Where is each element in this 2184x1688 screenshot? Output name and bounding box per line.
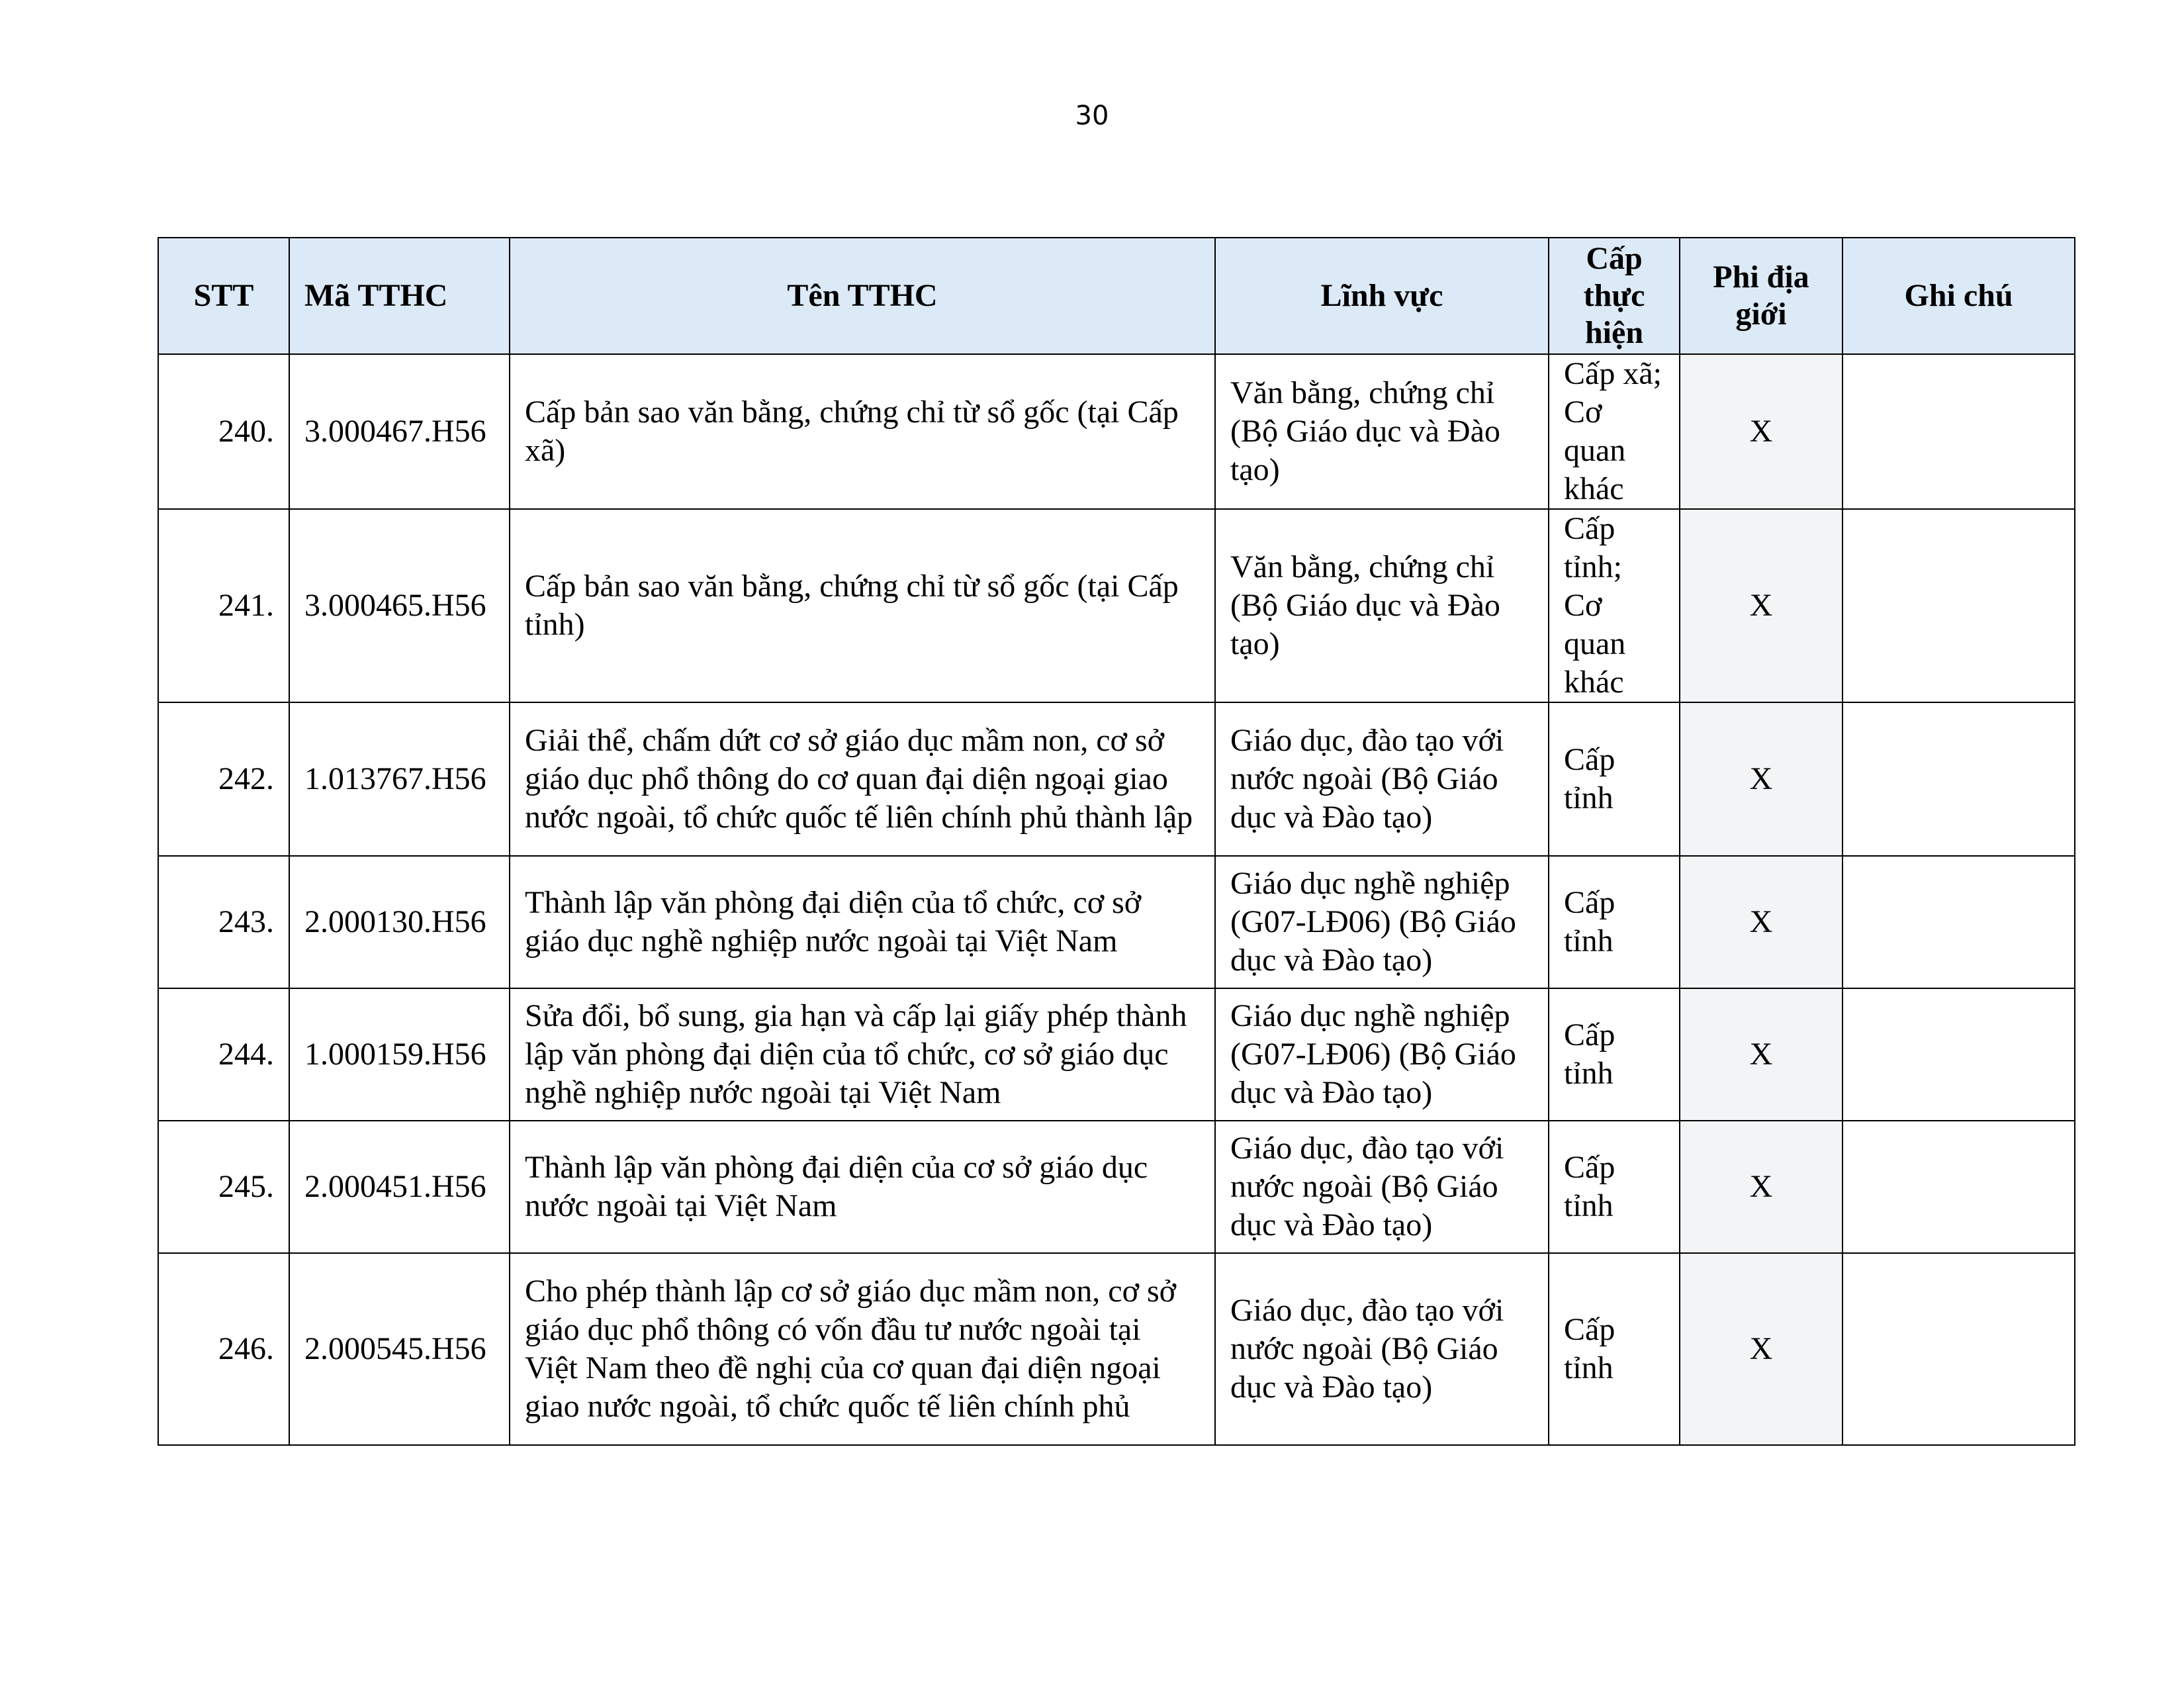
row-name: Cấp bản sao văn bằng, chứng chỉ từ sổ gốc (tại Cấp xã)	[510, 354, 1215, 509]
row-code: 2.000451.H56	[289, 1121, 510, 1253]
header-stt: STT	[158, 238, 289, 354]
row-field: Văn bằng, chứng chỉ (Bộ Giáo dục và Đào tạo)	[1215, 509, 1549, 702]
row-note	[1843, 354, 2075, 509]
table-row	[158, 988, 2075, 1121]
header-field: Lĩnh vực	[1215, 238, 1549, 354]
row-boundary-mark: X	[1680, 1253, 1843, 1445]
table-row	[158, 354, 2075, 509]
row-name: Thành lập văn phòng đại diện của tổ chức, cơ sở giáo dục nghề nghiệp nước ngoài tại Việt Nam	[510, 856, 1215, 988]
row-level: Cấp tỉnh	[1549, 856, 1680, 988]
row-code: 3.000467.H56	[289, 354, 510, 509]
row-stt: 245.	[158, 1121, 289, 1253]
row-stt: 246.	[158, 1253, 289, 1445]
row-boundary-mark: X	[1680, 1121, 1843, 1253]
row-boundary-mark: X	[1680, 988, 1843, 1121]
row-field: Giáo dục nghề nghiệp (G07-LĐ06) (Bộ Giáo dục và Đào tạo)	[1215, 856, 1549, 988]
row-note	[1843, 988, 2075, 1121]
table-row	[158, 856, 2075, 988]
row-level: Cấp tỉnh; Cơ quan khác	[1549, 509, 1680, 702]
row-level: Cấp tỉnh	[1549, 702, 1680, 856]
row-name: Thành lập văn phòng đại diện của cơ sở giáo dục nước ngoài tại Việt Nam	[510, 1121, 1215, 1253]
header-code: Mã TTHC	[289, 238, 510, 354]
row-code: 2.000545.H56	[289, 1253, 510, 1445]
row-stt: 244.	[158, 988, 289, 1121]
row-stt: 240.	[158, 354, 289, 509]
row-field: Giáo dục nghề nghiệp (G07-LĐ06) (Bộ Giáo dục và Đào tạo)	[1215, 988, 1549, 1121]
row-level: Cấp xã; Cơ quan khác	[1549, 354, 1680, 509]
header-boundary: Phi địa giới	[1680, 238, 1843, 354]
row-code: 2.000130.H56	[289, 856, 510, 988]
row-name: Cấp bản sao văn bằng, chứng chỉ từ sổ gốc (tại Cấp tỉnh)	[510, 509, 1215, 702]
row-field: Giáo dục, đào tạo với nước ngoài (Bộ Giáo dục và Đào tạo)	[1215, 702, 1549, 856]
header-name: Tên TTHC	[510, 238, 1215, 354]
row-code: 1.000159.H56	[289, 988, 510, 1121]
table-row	[158, 509, 2075, 702]
header-level: Cấp thực hiện	[1549, 238, 1680, 354]
table-row	[158, 702, 2075, 856]
row-code: 1.013767.H56	[289, 702, 510, 856]
row-name: Sửa đổi, bổ sung, gia hạn và cấp lại giấy phép thành lập văn phòng đại diện của tổ chức, cơ sở giáo dục nghề nghiệp nước ngoài tại Việt Nam	[510, 988, 1215, 1121]
row-name: Cho phép thành lập cơ sở giáo dục mầm non, cơ sở giáo dục phổ thông có vốn đầu tư nước ngoài tại Việt Nam theo đề nghị của cơ quan đại diện ngoại giao nước ngoài, tổ chức quốc tế liên chính phủ	[510, 1253, 1215, 1445]
row-level: Cấp tỉnh	[1549, 1253, 1680, 1445]
row-level: Cấp tỉnh	[1549, 988, 1680, 1121]
table-header-row	[158, 238, 2075, 354]
table-row	[158, 1121, 2075, 1253]
row-stt: 242.	[158, 702, 289, 856]
row-note	[1843, 1253, 2075, 1445]
row-stt: 243.	[158, 856, 289, 988]
row-field: Văn bằng, chứng chỉ (Bộ Giáo dục và Đào tạo)	[1215, 354, 1549, 509]
row-note	[1843, 509, 2075, 702]
row-field: Giáo dục, đào tạo với nước ngoài (Bộ Giáo dục và Đào tạo)	[1215, 1121, 1549, 1253]
row-boundary-mark: X	[1680, 354, 1843, 509]
page-number: 30	[1075, 101, 1109, 131]
table-row	[158, 1253, 2075, 1445]
row-name: Giải thể, chấm dứt cơ sở giáo dục mầm non, cơ sở giáo dục phổ thông do cơ quan đại diện ngoại giao nước ngoài, tổ chức quốc tế liên chính phủ thành lập	[510, 702, 1215, 856]
row-boundary-mark: X	[1680, 702, 1843, 856]
row-boundary-mark: X	[1680, 509, 1843, 702]
row-note	[1843, 856, 2075, 988]
row-note	[1843, 1121, 2075, 1253]
row-code: 3.000465.H56	[289, 509, 510, 702]
row-boundary-mark: X	[1680, 856, 1843, 988]
row-stt: 241.	[158, 509, 289, 702]
row-level: Cấp tỉnh	[1549, 1121, 1680, 1253]
header-note: Ghi chú	[1843, 238, 2075, 354]
row-note	[1843, 702, 2075, 856]
row-field: Giáo dục, đào tạo với nước ngoài (Bộ Giáo dục và Đào tạo)	[1215, 1253, 1549, 1445]
procedures-table	[158, 237, 2075, 1446]
